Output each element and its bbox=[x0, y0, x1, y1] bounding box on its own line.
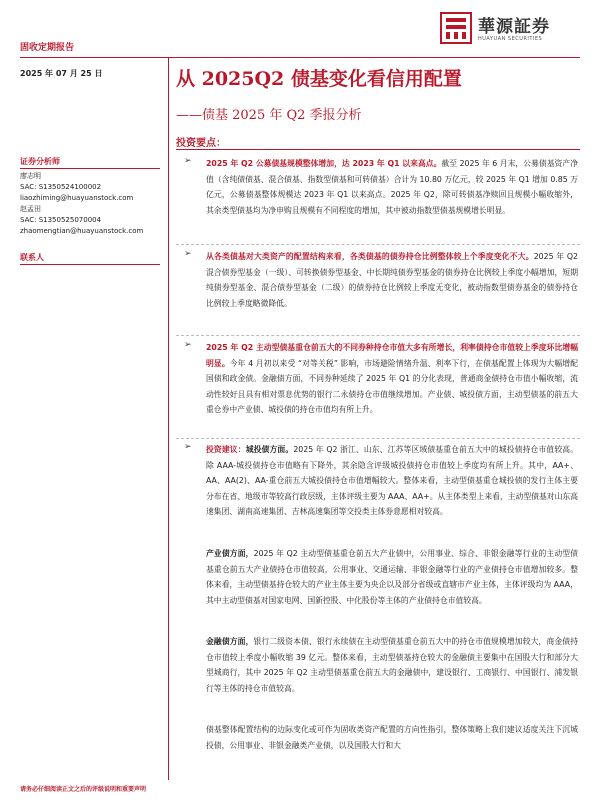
bullet-arrow-icon: ➢ bbox=[184, 340, 192, 350]
key-point-4: 投资建议：城投债方面。2025 年 Q2 浙江、山东、江苏等区域债基重仓前五大中的城投债持仓市值较高。除 AAA-城投债持仓市值略有下降外，其余隐含评级城投债持仓市值较上季度均有所上升。其中，AA+、AA、AA(2)、AA-重仓前五大城投债持仓市值增幅较大。整体来看，主动型债基重仓城投债的发行主体主要分布在省、地级市等较高行政层级，主体评级主要为 AAA、AA+。从主体类型上来看，主动型债基对山东高速集团、湖南高速集团、吉林高速集团等交投类主体券意愿相对较高。 bbox=[206, 445, 579, 517]
report-date: 2025 年 07 月 25 日 bbox=[20, 69, 103, 78]
key-point-7: 债基整体配置结构的边际变化或可作为固收类资产配置的方向性指引，整体策略上我们建议适度关注下沉城投债，公用事业、非银金融类产业债，以及国股大行和大 bbox=[206, 725, 578, 750]
analysts-heading: 证券分析师 bbox=[20, 157, 60, 166]
header-divider bbox=[20, 57, 580, 58]
analysts-divider bbox=[20, 168, 160, 169]
logo-cn-text: 華源証券 bbox=[478, 17, 550, 37]
company-logo bbox=[440, 12, 590, 52]
footer-disclaimer: 请务必仔细阅读正文之后的评级说明和重要声明 bbox=[20, 786, 147, 793]
analyst-name: 赵孟田 bbox=[20, 205, 41, 213]
analyst-sac: SAC: S1350525070004 bbox=[20, 216, 102, 224]
analyst-card-1 bbox=[20, 171, 143, 237]
key-points-heading: 投资要点： bbox=[176, 138, 226, 149]
bullet-arrow-icon: ➢ bbox=[184, 249, 192, 259]
logo-en-text: HUAYUAN SECURITIES bbox=[478, 36, 543, 42]
analyst-sac: SAC: S1350524100002 bbox=[20, 183, 102, 191]
report-type-label: 固收定期报告 bbox=[20, 43, 75, 53]
point-divider bbox=[176, 438, 580, 439]
contacts-heading: 联系人 bbox=[20, 253, 44, 262]
key-point-2: 从各类债基对大类资产的配置结构来看，各类债基的债券持仓比例整体较上个季度变化不大。2025 年 Q2 混合债券型基金（一级）、可转换债券型基金、中长期纯债券型基金的债券持仓比例较上季度小幅增加，短期纯债券型基金、混合债券型基金（二级）的债券持仓比例较上季度无变化，被动指数型债券基金的债券持仓比例较上季度略微降低。 bbox=[206, 252, 579, 308]
report-subtitle: ——债基 2025 年 Q2 季报分析 bbox=[176, 108, 362, 123]
contacts-divider bbox=[20, 264, 160, 265]
logo-mark-icon bbox=[440, 12, 472, 44]
key-points-divider bbox=[176, 149, 580, 150]
report-title: 从 2025Q2 债基变化看信用配置 bbox=[176, 68, 462, 90]
key-point-3: 2025 年 Q2 主动型债基重仓前五大的不同券种持仓市值大多有所增长，利率债持仓市值较上季度环比增幅明显。今年 4 月初以来受 “对等关税” 影响，市场避险情绪升温、利率下行，在债基配置上体现为大幅增配国债和政金债。金融债方面，不同券种延续了 2025 年 Q1 的分化表现，普通商金债持仓市值小幅收缩，流动性较好且具有相对票息优势的银行二永债持仓市值继续增加。产业债、城投债方面，主动型债基的前五大重仓券中产业债、城投债的持仓市值均有所上升。 bbox=[206, 343, 578, 415]
column-divider bbox=[168, 58, 169, 780]
analyst-name: 廖志明 bbox=[20, 172, 41, 180]
bullet-arrow-icon: ➢ bbox=[184, 156, 192, 166]
point-divider bbox=[176, 335, 580, 336]
key-point-1: 2025 年 Q2 公募债基规模整体增加，达 2023 年 Q1 以来高点。截至 2025 年 6 月末，公募债基资产净值（含纯债债基、混合债基、指数型债基和可转债基）合计为 10.80 万亿元，较 2025 年 Q1 增加 0.85 万亿元，公募债基整体规模达 2023 年 Q1 以来高点。2025 年 Q2，除可转债基净赎回且规模小幅收缩外，其余类型债基均为净申购且规模有不同程度的增加，其中被动指数型债基规模增长明显。 bbox=[206, 159, 578, 215]
key-point-5: 产业债方面，2025 年 Q2 主动型债基重仓前五大产业债中，公用事业、综合、非银金融等行业的主动型债基重仓前五大产业债持仓市值较高，公用事业、交通运输、非银金融等行业的产业债持仓市值增加较多。整体来看，主动型债基持仓较大的产业主体主要为央企以及部分省级或直辖市产业主体，主体评级均为 AAA，其中主动型债基对国家电网、国新控股、中化股份等主体的产业债持仓市值较高。 bbox=[206, 549, 579, 605]
analyst-email[interactable]: zhaomengtian@huayuanstock.com bbox=[20, 227, 144, 235]
point-divider bbox=[176, 244, 580, 245]
bullet-arrow-icon: ➢ bbox=[184, 442, 192, 452]
key-point-6: 金融债方面，银行二级资本债、银行永续债在主动型债基重仓前五大中的持仓市值规模增加较大，商金债持仓市值较上季度小幅收缩 39 亿元。整体来看，主动型债基持仓较大的金融债主要集中在国股大行和部分大型城商行，其中 2025 年 Q2 主动型债基重仓前五大的金融债中，建设银行、工商银行、中国银行、浦发银行等主体的持仓市值较高。 bbox=[206, 637, 579, 693]
analyst-email[interactable]: liaozhiming@huayuanstock.com bbox=[20, 194, 134, 202]
